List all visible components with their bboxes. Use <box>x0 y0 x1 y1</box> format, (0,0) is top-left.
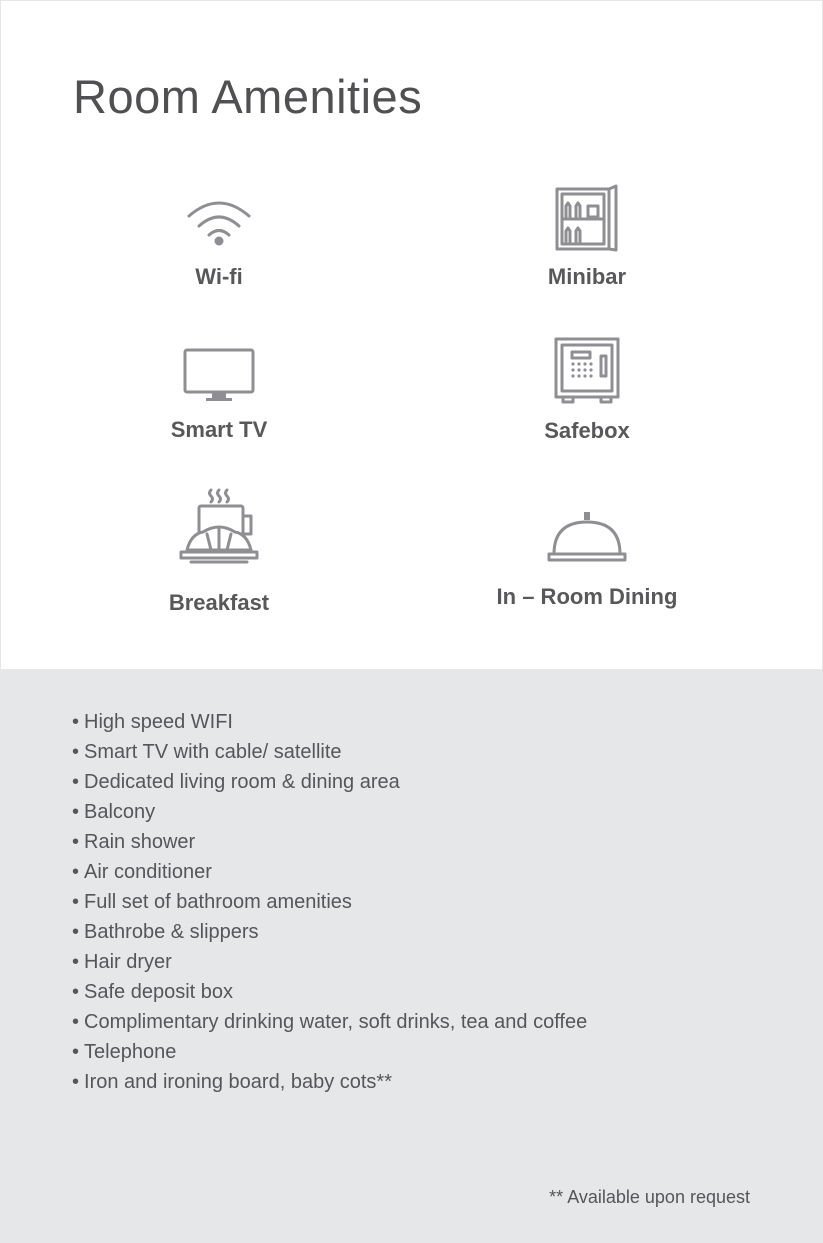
cloche-icon <box>546 510 628 566</box>
list-item: • Balcony <box>72 797 587 827</box>
minibar-icon <box>552 184 622 254</box>
amenity-label: Safebox <box>544 418 630 443</box>
amenity-label: In – Room Dining <box>496 584 678 609</box>
safe-icon <box>551 336 623 406</box>
list-item: • Dedicated living room & dining area <box>72 767 587 797</box>
list-item: • Full set of bathroom amenities <box>72 887 587 917</box>
list-item: • Hair dryer <box>72 947 587 977</box>
list-item: • Smart TV with cable/ satellite <box>72 737 587 767</box>
list-item: • Safe deposit box <box>72 977 587 1007</box>
page-title: Room Amenities <box>73 70 423 123</box>
list-item: • Complimentary drinking water, soft drinks, tea and coffee <box>72 1007 587 1037</box>
list-item: • Rain shower <box>72 827 587 857</box>
amenity-wifi <box>89 196 349 289</box>
amenity-label: Breakfast <box>168 590 270 615</box>
tv-icon <box>182 347 256 405</box>
amenity-label: Minibar <box>547 264 627 289</box>
features-list <box>72 707 587 1097</box>
list-item: • Iron and ironing board, baby cots** <box>72 1067 587 1097</box>
breakfast-icon <box>177 488 261 568</box>
features-panel <box>0 669 823 1243</box>
wifi-icon <box>184 196 254 248</box>
list-item: • Telephone <box>72 1037 587 1067</box>
amenity-minibar <box>457 184 717 289</box>
list-item: • Air conditioner <box>72 857 587 887</box>
amenity-in-room-dining <box>457 510 717 609</box>
amenity-label: Wi-fi <box>195 264 243 289</box>
amenity-safebox <box>457 336 717 443</box>
footnote: ** Available upon request <box>549 1187 750 1207</box>
amenity-label: Smart TV <box>170 417 268 442</box>
amenity-breakfast <box>89 488 349 615</box>
list-item: • Bathrobe & slippers <box>72 917 587 947</box>
amenity-smart-tv <box>89 347 349 442</box>
list-item: • High speed WIFI <box>72 707 587 737</box>
